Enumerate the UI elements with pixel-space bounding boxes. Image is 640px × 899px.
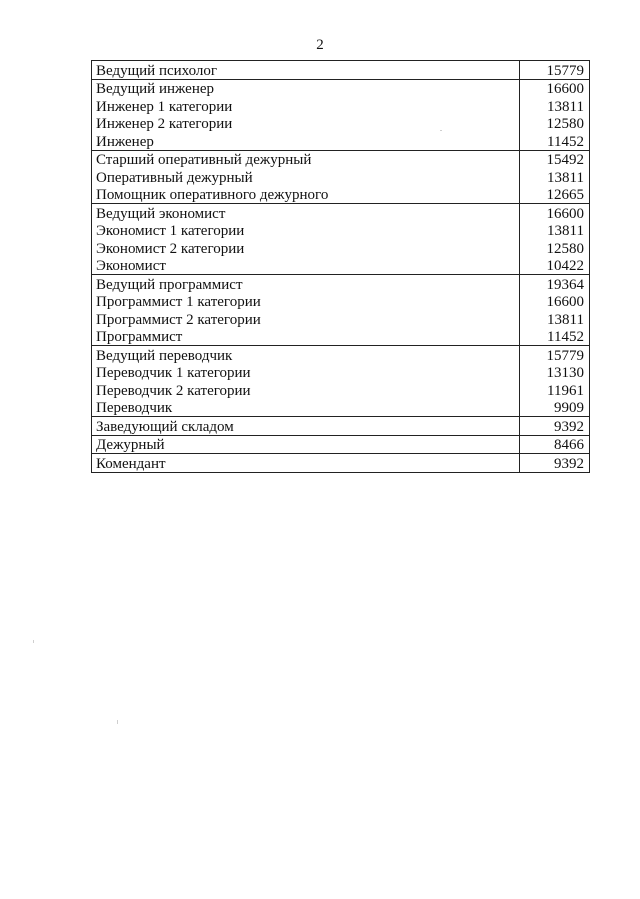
- scan-artifact: [117, 720, 118, 724]
- salary-amount: 13811: [520, 168, 590, 186]
- table-row: [92, 222, 590, 240]
- table-row: [92, 204, 590, 222]
- table-row: [92, 97, 590, 115]
- position-title: Программист 2 категории: [92, 310, 520, 328]
- position-title: Инженер: [92, 132, 520, 150]
- salary-table-body: [92, 61, 590, 473]
- salary-amount: 9392: [520, 454, 590, 473]
- position-title: Программист: [92, 328, 520, 346]
- table-row: [92, 132, 590, 150]
- position-title: Экономист 1 категории: [92, 222, 520, 240]
- salary-amount: 9909: [520, 399, 590, 417]
- table-row: [92, 328, 590, 346]
- table-row: [92, 257, 590, 275]
- salary-amount: 16600: [520, 204, 590, 222]
- table-row: [92, 435, 590, 454]
- table-row: [92, 399, 590, 417]
- salary-amount: 19364: [520, 275, 590, 293]
- position-title: Заведующий складом: [92, 417, 520, 436]
- position-title: Старший оперативный дежурный: [92, 150, 520, 168]
- salary-amount: 11452: [520, 328, 590, 346]
- table-row: [92, 310, 590, 328]
- position-title: Переводчик 1 категории: [92, 364, 520, 382]
- salary-amount: 13811: [520, 97, 590, 115]
- table-row: [92, 381, 590, 399]
- position-title: Ведущий психолог: [92, 61, 520, 80]
- position-title: Переводчик: [92, 399, 520, 417]
- salary-amount: 13130: [520, 364, 590, 382]
- position-title: Оперативный дежурный: [92, 168, 520, 186]
- salary-amount: 11452: [520, 132, 590, 150]
- table-row: [92, 293, 590, 311]
- salary-amount: 13811: [520, 310, 590, 328]
- salary-table: [91, 60, 590, 473]
- position-title: Ведущий экономист: [92, 204, 520, 222]
- position-title: Программист 1 категории: [92, 293, 520, 311]
- salary-amount: 8466: [520, 435, 590, 454]
- position-title: Экономист 2 категории: [92, 239, 520, 257]
- position-title: Помощник оперативного дежурного: [92, 186, 520, 204]
- position-title: Ведущий переводчик: [92, 346, 520, 364]
- scan-artifact: [33, 640, 34, 643]
- position-title: Инженер 1 категории: [92, 97, 520, 115]
- salary-amount: 15779: [520, 61, 590, 80]
- salary-amount: 10422: [520, 257, 590, 275]
- position-title: Инженер 2 категории: [92, 115, 520, 133]
- table-row: [92, 417, 590, 436]
- salary-amount: 15492: [520, 150, 590, 168]
- position-title: Ведущий программист: [92, 275, 520, 293]
- table-row: [92, 115, 590, 133]
- position-title: Ведущий инженер: [92, 79, 520, 97]
- salary-amount: 15779: [520, 346, 590, 364]
- salary-amount: 16600: [520, 79, 590, 97]
- table-row: [92, 61, 590, 80]
- table-row: [92, 168, 590, 186]
- position-title: Переводчик 2 категории: [92, 381, 520, 399]
- salary-amount: 12580: [520, 115, 590, 133]
- table-row: [92, 454, 590, 473]
- salary-amount: 12580: [520, 239, 590, 257]
- scan-artifact: [440, 130, 442, 131]
- position-title: Дежурный: [92, 435, 520, 454]
- salary-amount: 11961: [520, 381, 590, 399]
- table-row: [92, 79, 590, 97]
- table-row: [92, 186, 590, 204]
- table-row: [92, 364, 590, 382]
- salary-amount: 13811: [520, 222, 590, 240]
- position-title: Экономист: [92, 257, 520, 275]
- table-row: [92, 150, 590, 168]
- table-row: [92, 346, 590, 364]
- salary-amount: 9392: [520, 417, 590, 436]
- page-number: 2: [316, 37, 324, 53]
- salary-amount: 12665: [520, 186, 590, 204]
- salary-amount: 16600: [520, 293, 590, 311]
- table-row: [92, 275, 590, 293]
- table-row: [92, 239, 590, 257]
- position-title: Комендант: [92, 454, 520, 473]
